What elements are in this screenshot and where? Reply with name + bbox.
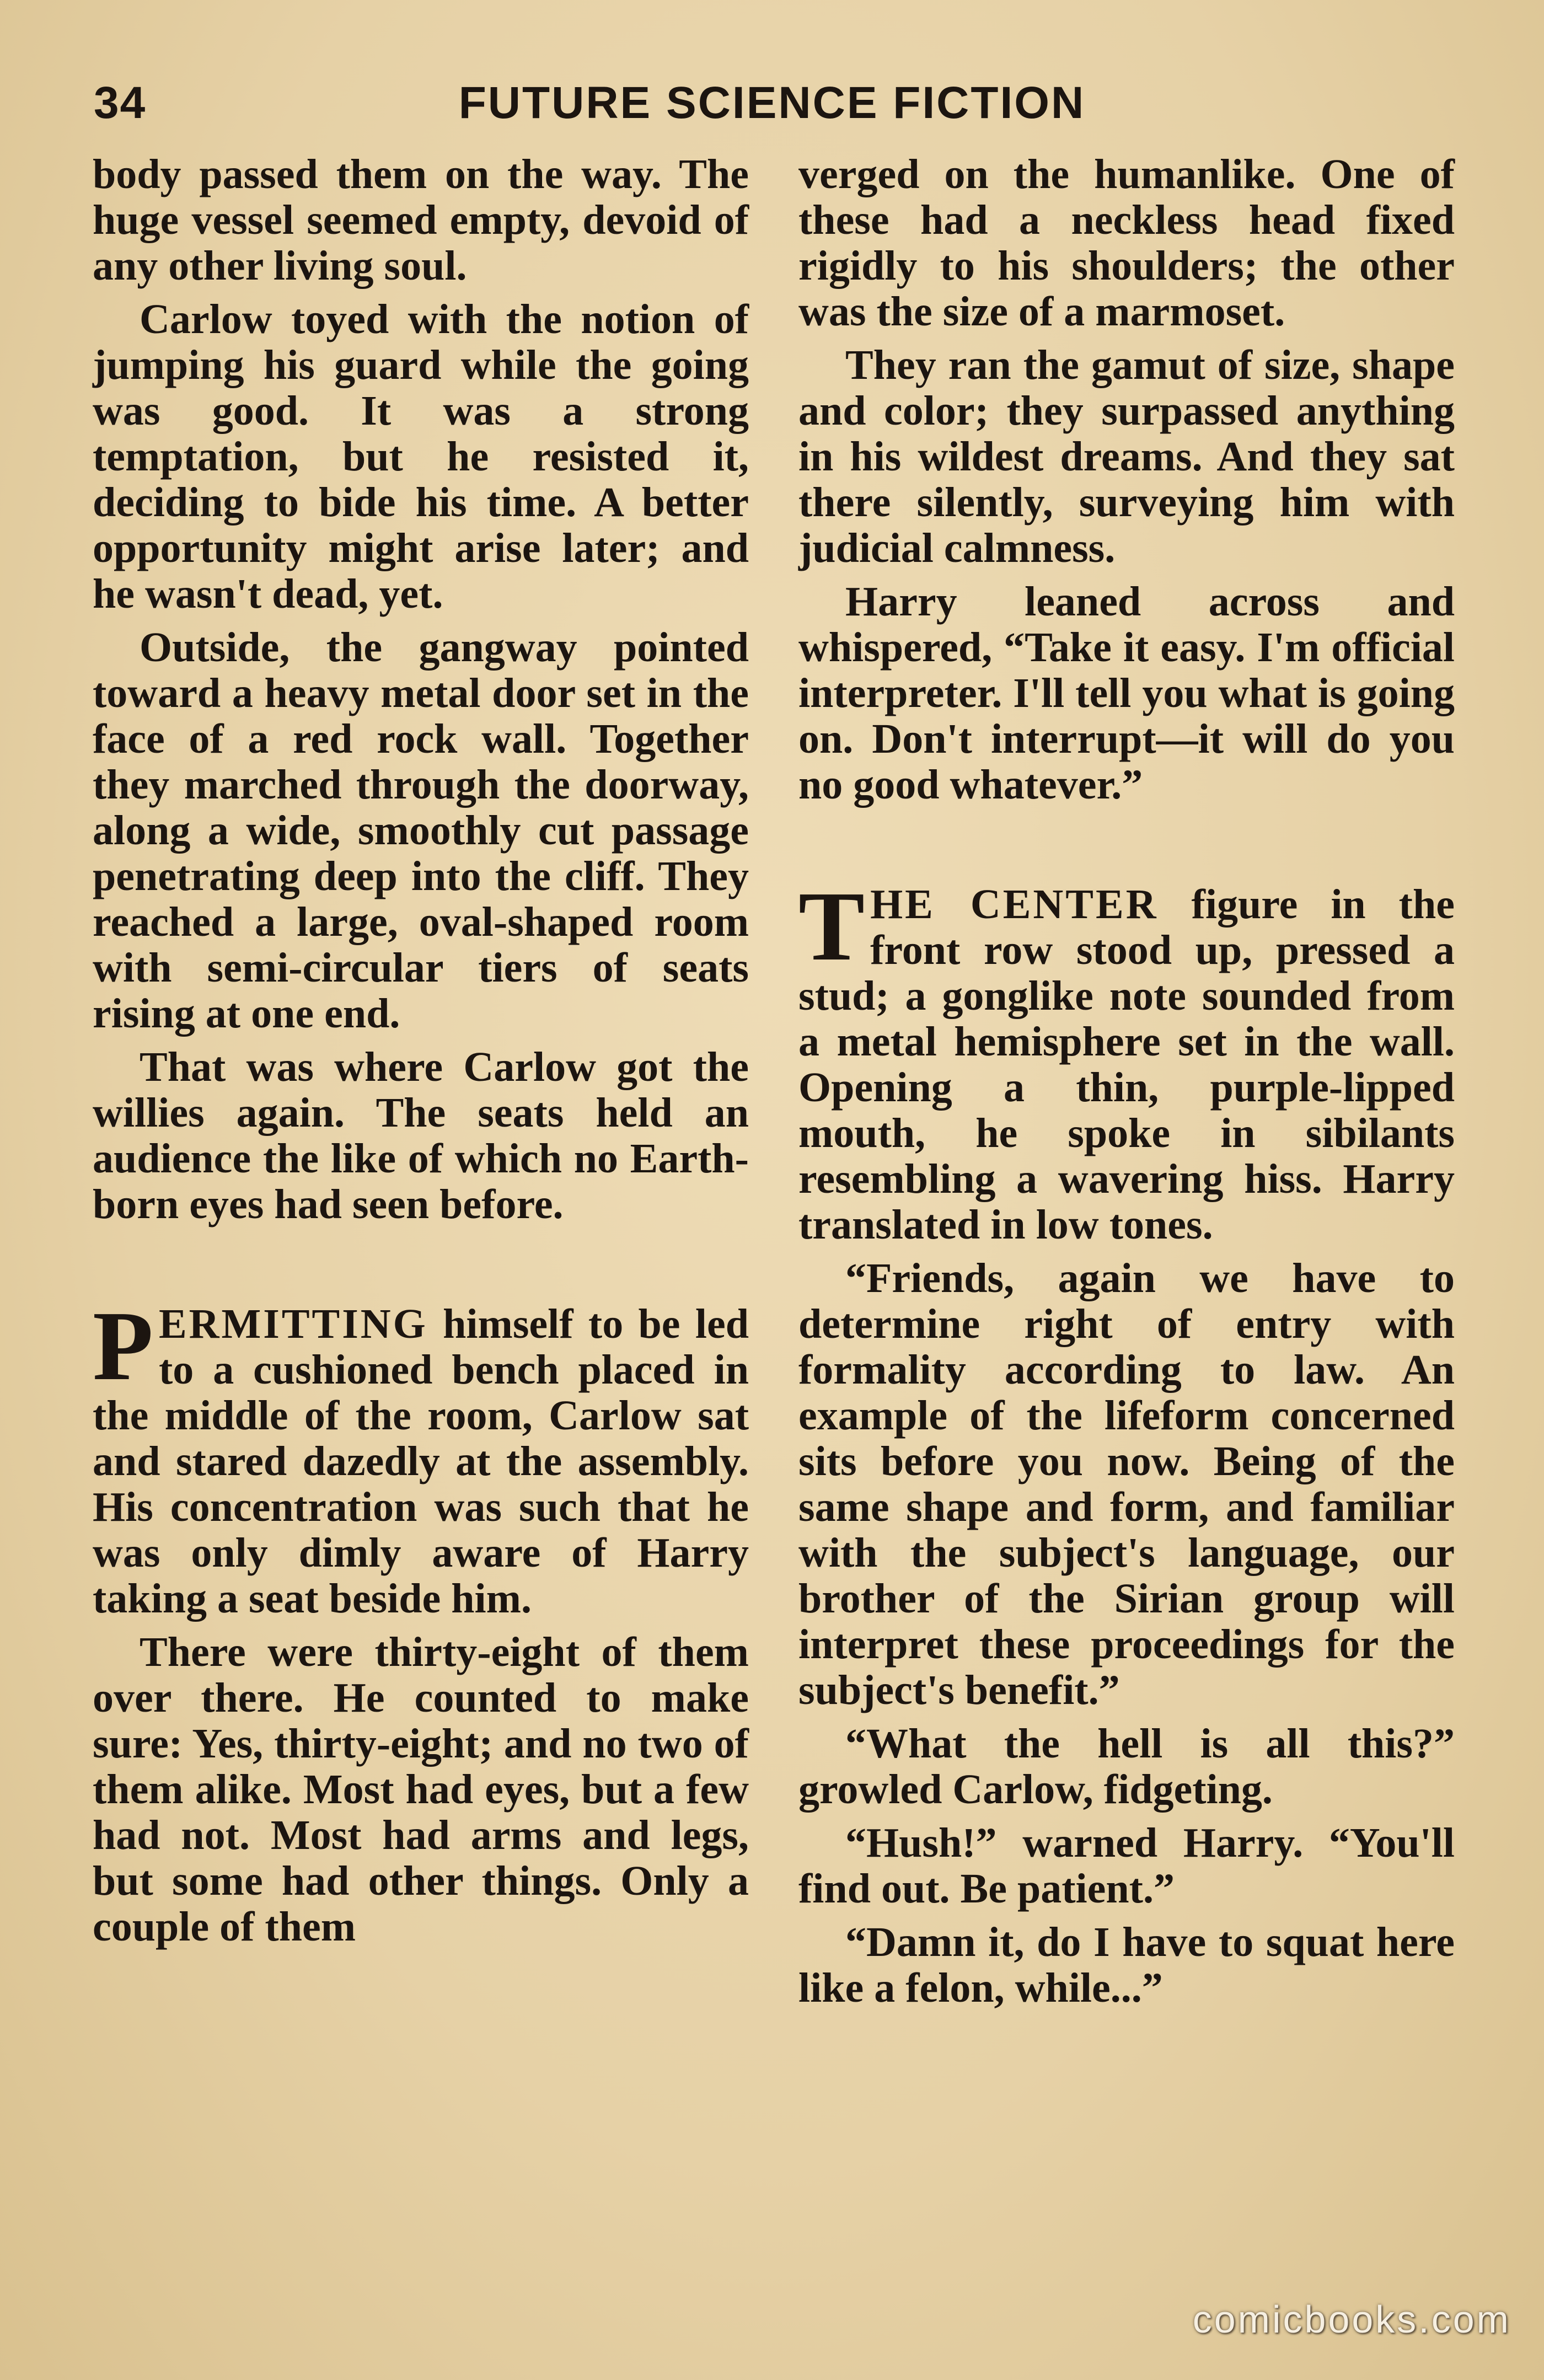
- paragraph: “Damn it, do I have to squat here like a felon, while...”: [798, 1919, 1455, 2011]
- page-header: [88, 77, 1456, 138]
- paragraph: That was where Carlow got the willies again. The seats held an audience the like of which no Earth-born eyes had seen before.: [93, 1044, 749, 1227]
- lead-in: HE CENTER: [870, 881, 1159, 928]
- paragraph: There were thirty-eight of them over there. He counted to make sure: Yes, thirty-eight; and no two of them alike. Most had eyes, but a few had not. Most had arms and legs, but some had other things. Only a couple of them: [93, 1629, 749, 1950]
- paragraph: body passed them on the way. The huge vessel seemed empty, devoid of any other living soul.: [93, 151, 749, 289]
- paragraph: They ran the gamut of size, shape and color; they surpassed anything in his wildest dreams. And they sat there silently, surveying him with judicial calmness.: [798, 342, 1455, 571]
- paragraph: “Friends, again we have to determine right of entry with formality according to law. An example of the lifeform concerned sits before you now. Being of the same shape and form, and familiar with the subject's language, our brother of the Sirian group will interpret these proceedings for the subject's benefit.”: [798, 1255, 1455, 1713]
- paragraph-text: figure in the front row stood up, pressed a stud; a gonglike note sounded from a metal hemisphere set in the wall. Opening a thin, purple-lipped mouth, he spoke in sibilants resembling a wavering hiss. Harry translated in low tones.: [798, 881, 1455, 1248]
- paragraph: verged on the humanlike. One of these had a neckless head fixed rigidly to his shoulders; the other was the size of a marmoset.: [798, 151, 1455, 335]
- dropcap-paragraph: [798, 871, 1455, 1248]
- drop-cap: P: [93, 1291, 153, 1401]
- lead-in: ERMITTING: [158, 1301, 428, 1347]
- right-column: [798, 152, 1455, 2019]
- paragraph: Harry leaned across and whispered, “Take it easy. I'm official interpreter. I'll tell you what is going on. Don't interrupt—it will do you no good whatever.”: [798, 578, 1455, 808]
- dropcap-paragraph: [93, 1291, 749, 1622]
- section-break: [93, 1235, 749, 1301]
- watermark: comicbooks.com: [1192, 2298, 1511, 2341]
- running-head: FUTURE SCIENCE FICTION: [458, 78, 1086, 128]
- paragraph: Outside, the gangway pointed toward a heavy metal door set in the face of a red rock wall. Together they marched through the doorway, along a wide, smoothly cut passage penetrating deep into the cliff. They reached a large, oval-shaped room with semi-circular tiers of seats rising at one end.: [93, 624, 749, 1037]
- left-column: [93, 152, 749, 1958]
- paragraph: Carlow toyed with the notion of jumping his guard while the going was good. It was a strong temptation, but he resisted it, deciding to bide his time. A better opportunity might arise later; and he wasn't dead, yet.: [93, 296, 749, 617]
- paragraph: “Hush!” warned Harry. “You'll find out. Be patient.”: [798, 1820, 1455, 1912]
- drop-cap: T: [798, 871, 865, 981]
- paragraph-text: himself to be led to a cushioned bench placed in the middle of the room, Carlow sat and stared dazedly at the assembly. His concentration was such that he was only dimly aware of Harry taking a seat beside him.: [93, 1301, 749, 1622]
- paragraph: “What the hell is all this?” growled Carlow, fidgeting.: [798, 1720, 1455, 1813]
- page-number: 34: [94, 78, 147, 128]
- section-break: [798, 816, 1455, 882]
